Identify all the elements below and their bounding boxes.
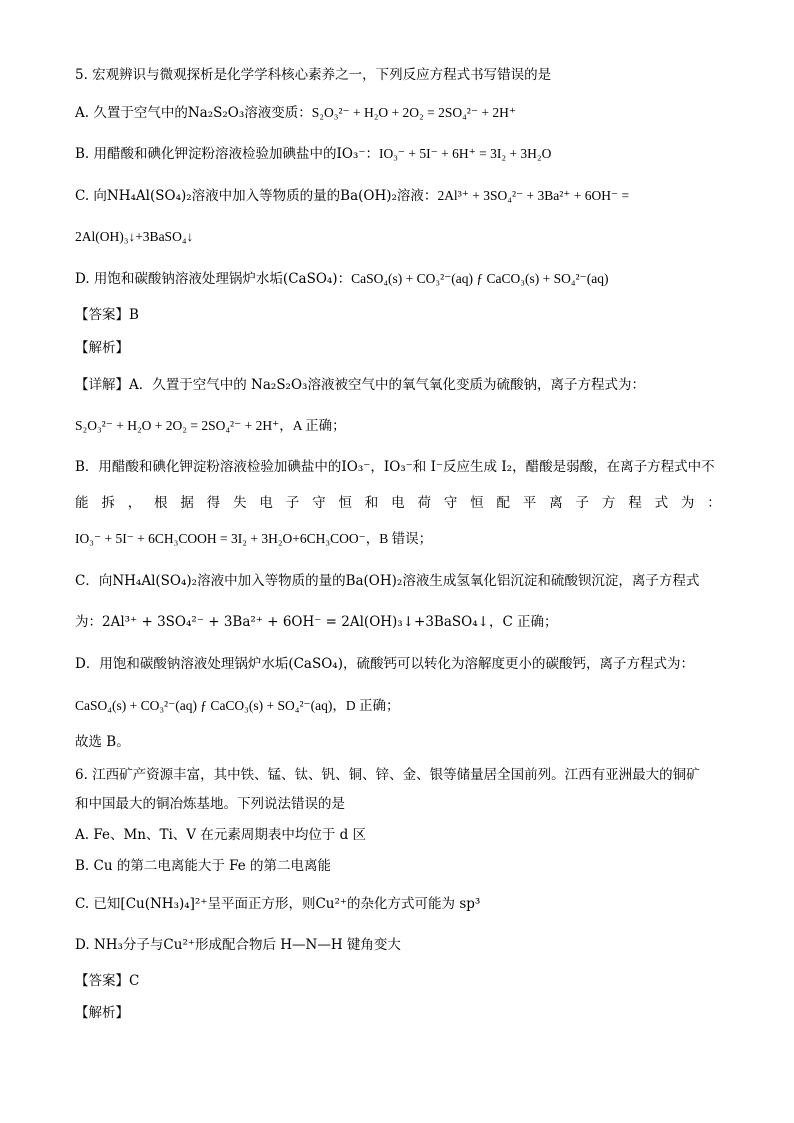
justified-char: 得 bbox=[206, 495, 221, 511]
q5-conclusion: 故选 B。 bbox=[75, 734, 130, 750]
q6-stem-line1: 6. 江西矿产资源丰富，其中铁、锰、钛、钒、铜、锌、金、银等储量居全国前列。江西有亚洲最大的铜矿 bbox=[75, 767, 700, 783]
justified-char: 为 bbox=[680, 495, 695, 511]
q5-analysis-d2: CaSO₄(s) + CO₃²⁻(aq) ƒ CaCO₃(s) + SO₄²⁻(aq)，D 正确； bbox=[75, 698, 400, 713]
q5-option-b-text: B. 用醋酸和碘化钾淀粉溶液检验加碘盐中的IO₃⁻： bbox=[75, 146, 379, 162]
justified-char: 失 bbox=[233, 495, 247, 511]
justified-char: 子 bbox=[575, 495, 590, 511]
q5-stem: 5. 宏观辨识与微观探析是化学学科核心素养之一，下列反应方程式书写错误的是 bbox=[75, 67, 552, 83]
q5-analysis-a1: 【详解】A．久置于空气中的 Na₂S₂O₃溶液被空气中的氧气氧化变质为硫酸钠，离子方程式为： bbox=[75, 377, 645, 393]
q6-option-a: A. Fe、Mn、Ti、V 在元素周期表中均位于 d 区 bbox=[75, 827, 367, 843]
justified-char: 离 bbox=[549, 495, 563, 511]
q6-option-d: D. NH₃分子与Cu²⁺形成配合物后 H—N—H 键角变大 bbox=[75, 937, 401, 953]
q6-answer: 【答案】C bbox=[75, 973, 140, 989]
justified-char: 守 bbox=[443, 495, 458, 511]
q5-analysis-c2: 为：2Al³⁺ + 3SO₄²⁻ + 3Ba²⁺ + 6OH⁻ = 2Al(OH)₃↓+3BaSO₄↓，C 正确； bbox=[75, 614, 558, 630]
justified-char: 电 bbox=[391, 495, 405, 511]
q5-option-a bbox=[75, 104, 516, 122]
justified-char: 恒 bbox=[470, 495, 484, 511]
q5-option-a-text: A. 久置于空气中的Na₂S₂O₃溶液变质： bbox=[75, 105, 312, 121]
q5-analysis-b3: IO₃⁻ + 5I⁻ + 6CH₃COOH = 3I₂ + 3H₂O+6CH₃COO⁻，B 错误； bbox=[75, 531, 433, 546]
q5-option-c bbox=[75, 187, 629, 205]
justified-char: 能 bbox=[75, 495, 89, 511]
justified-char: 子 bbox=[285, 495, 300, 511]
justified-char: 程 bbox=[628, 495, 642, 511]
q5-analysis-c1: C．向NH₄Al(SO₄)₂溶液中加入等物质的量的Ba(OH)₂溶液生成氢氧化铝沉淀和硫酸钡沉淀，离子方程式 bbox=[75, 573, 700, 589]
justified-char: 方 bbox=[601, 495, 616, 511]
q6-option-c: C. 已知[Cu(NH₃)₄]²⁺呈平面正方形，则Cu²⁺的杂化方式可能为 sp³ bbox=[75, 896, 481, 912]
justified-char: 拆 bbox=[101, 495, 115, 511]
q6-stem-line2: 和中国最大的铜冶炼基地。下列说法错误的是 bbox=[75, 796, 345, 812]
q5-analysis-b2 bbox=[75, 494, 721, 512]
justified-char: 式 bbox=[654, 495, 669, 511]
q5-option-d bbox=[75, 270, 608, 288]
justified-char: 根 bbox=[154, 495, 168, 511]
justified-char: 据 bbox=[180, 495, 194, 511]
justified-char: ： bbox=[707, 495, 721, 511]
q5-option-c-formula: 2Al³⁺ + 3SO₄²⁻ + 3Ba²⁺ + 6OH⁻ = bbox=[437, 188, 630, 203]
q5-analysis-a2: S₂O₃²⁻ + H₂O + 2O₂ = 2SO₄²⁻ + 2H⁺，A 正确； bbox=[75, 418, 346, 433]
justified-char: 和 bbox=[364, 495, 379, 511]
justified-char: 恒 bbox=[338, 495, 352, 511]
q5-option-a-formula: S₂O₃²⁻ + H₂O + 2O₂ = 2SO₄²⁻ + 2H⁺ bbox=[311, 105, 516, 120]
justified-char: ， bbox=[127, 495, 142, 511]
q5-option-d-text: D. 用饱和碳酸钠溶液处理锅炉水垢(CaSO₄)： bbox=[75, 271, 352, 287]
justified-char: 电 bbox=[259, 495, 273, 511]
justified-char: 守 bbox=[312, 495, 326, 511]
q5-option-c-text: C. 向NH₄Al(SO₄)₂溶液中加入等物质的量的Ba(OH)₂溶液： bbox=[75, 188, 438, 204]
q5-option-d-formula: CaSO₄(s) + CO₃²⁻(aq) ƒ CaCO₃(s) + SO₄²⁻(aq) bbox=[351, 271, 609, 286]
justified-char: 荷 bbox=[417, 495, 431, 511]
q6-option-b: B. Cu 的第二电离能大于 Fe 的第二电离能 bbox=[75, 858, 332, 874]
q5-analysis-b1: B．用醋酸和碘化钾淀粉溶液检验加碘盐中的IO₃⁻，IO₃⁻和 I⁻反应生成 I₂，醋酸是弱酸，在离子方程式中不 bbox=[75, 459, 715, 475]
q5-analysis-label: 【解析】 bbox=[75, 340, 129, 356]
q5-option-c-formula-cont: 2Al(OH)₃↓+3BaSO₄↓ bbox=[75, 229, 194, 244]
q5-analysis-d1: D．用饱和碳酸钠溶液处理锅炉水垢(CaSO₄)，硫酸钙可以转化为溶解度更小的碳酸钙，离子方程式为： bbox=[75, 656, 694, 672]
q6-analysis-label: 【解析】 bbox=[75, 1005, 129, 1021]
justified-char: 配 bbox=[496, 495, 510, 511]
justified-char: 平 bbox=[522, 495, 537, 511]
q5-option-b bbox=[75, 145, 551, 163]
q5-answer: 【答案】B bbox=[75, 307, 139, 323]
q5-option-b-formula: IO₃⁻ + 5I⁻ + 6H⁺ = 3I₂ + 3H₂O bbox=[378, 146, 552, 161]
